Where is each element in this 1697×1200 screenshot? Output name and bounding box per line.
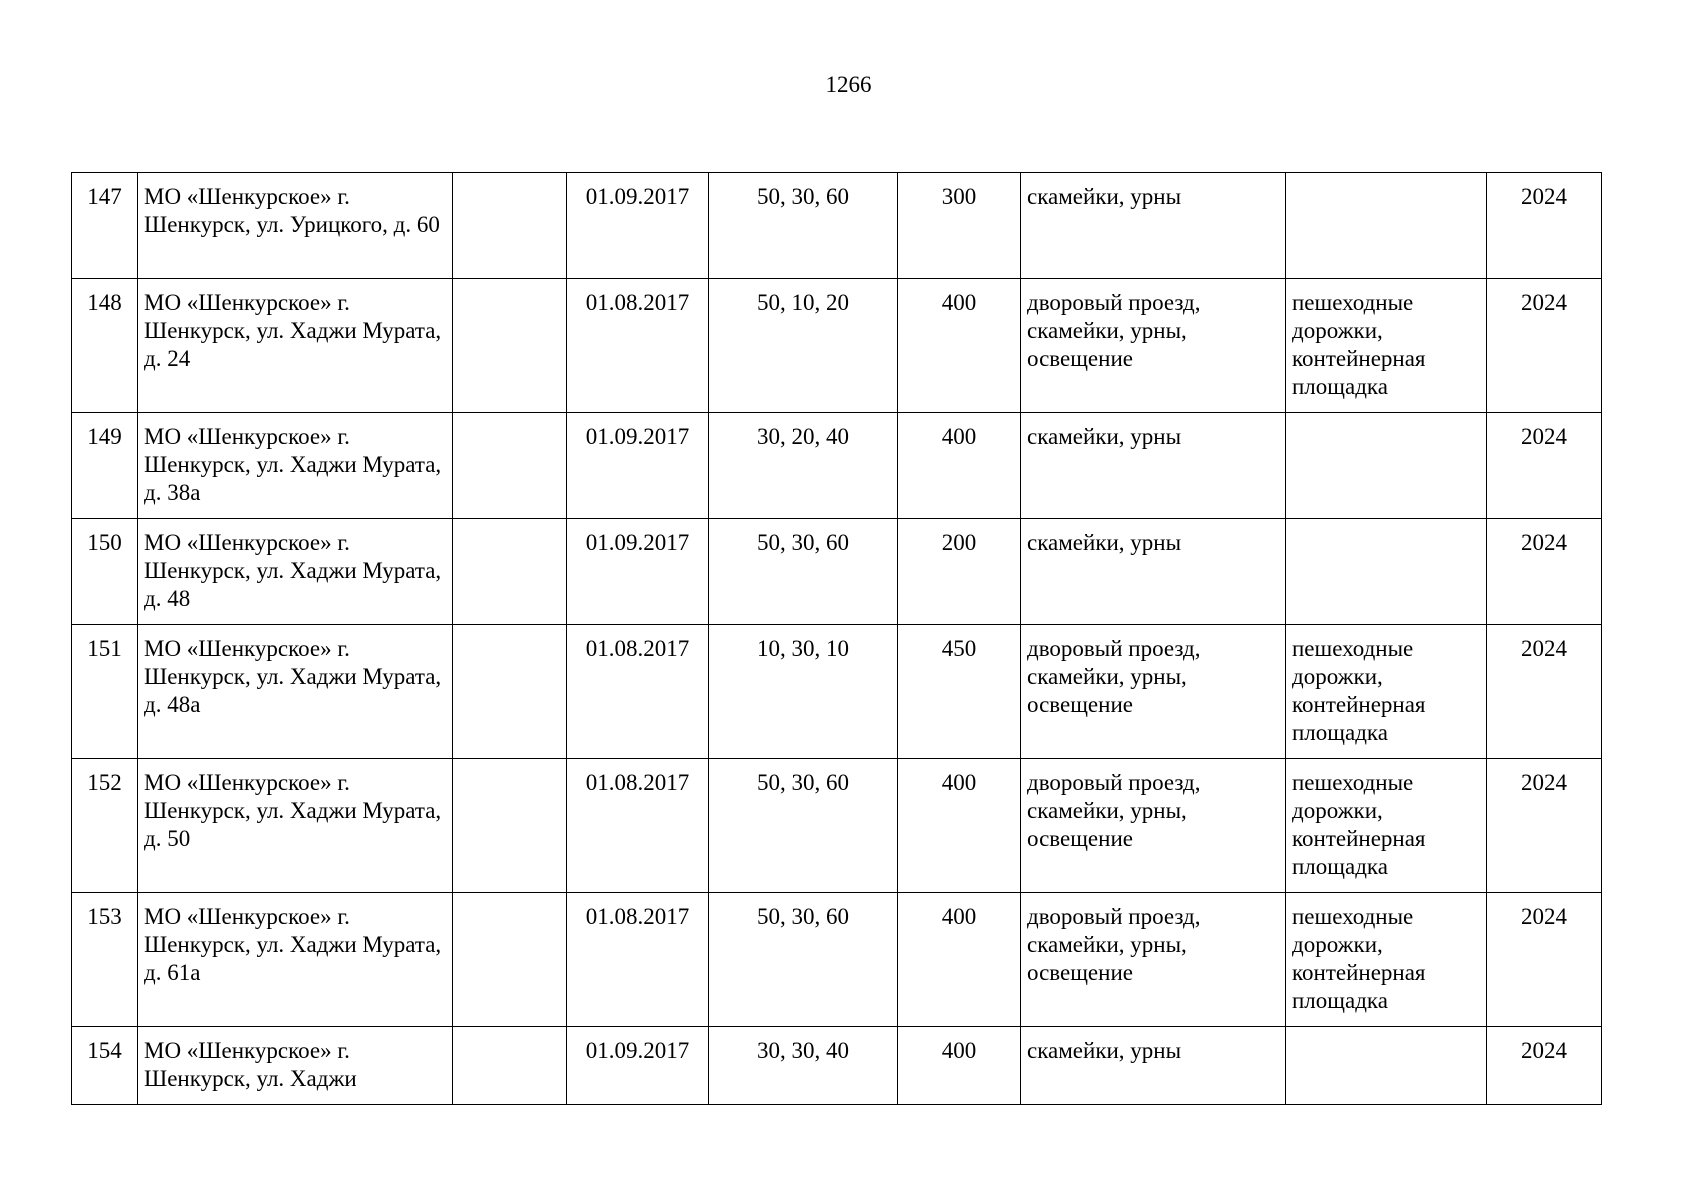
- area-cell: 400: [898, 1027, 1021, 1105]
- address-cell: МО «Шенкурское» г. Шенкурск, ул. Хаджи Мурата, д. 24: [138, 279, 453, 413]
- dimensions-cell: 50, 10, 20: [709, 279, 898, 413]
- date-cell: 01.09.2017: [567, 413, 709, 519]
- minimal-works-cell: скамейки, урны: [1021, 413, 1286, 519]
- dimensions-cell: 50, 30, 60: [709, 173, 898, 279]
- additional-works-cell: пешеходные дорожки, контейнерная площадка: [1286, 279, 1487, 413]
- year-cell: 2024: [1487, 413, 1602, 519]
- area-cell: 300: [898, 173, 1021, 279]
- dimensions-cell: 50, 30, 60: [709, 519, 898, 625]
- additional-works-cell: пешеходные дорожки, контейнерная площадка: [1286, 625, 1487, 759]
- row-number-cell: 148: [72, 279, 138, 413]
- area-cell: 400: [898, 279, 1021, 413]
- minimal-works-cell: дворовый проезд, скамейки, урны, освещение: [1021, 759, 1286, 893]
- additional-works-cell: [1286, 1027, 1487, 1105]
- area-cell: 400: [898, 413, 1021, 519]
- dimensions-cell: 50, 30, 60: [709, 759, 898, 893]
- address-cell: МО «Шенкурское» г. Шенкурск, ул. Хаджи Мурата, д. 38а: [138, 413, 453, 519]
- minimal-works-cell: дворовый проезд, скамейки, урны, освещение: [1021, 625, 1286, 759]
- area-cell: 200: [898, 519, 1021, 625]
- minimal-works-cell: скамейки, урны: [1021, 173, 1286, 279]
- dimensions-cell: 30, 30, 40: [709, 1027, 898, 1105]
- address-cell: МО «Шенкурское» г. Шенкурск, ул. Хаджи: [138, 1027, 453, 1105]
- table-row: [72, 279, 1602, 413]
- year-cell: 2024: [1487, 759, 1602, 893]
- blank-cell: [453, 893, 567, 1027]
- table-row: [72, 893, 1602, 1027]
- blank-cell: [453, 759, 567, 893]
- date-cell: 01.09.2017: [567, 519, 709, 625]
- year-cell: 2024: [1487, 893, 1602, 1027]
- year-cell: 2024: [1487, 1027, 1602, 1105]
- minimal-works-cell: скамейки, урны: [1021, 519, 1286, 625]
- dimensions-cell: 30, 20, 40: [709, 413, 898, 519]
- year-cell: 2024: [1487, 279, 1602, 413]
- address-cell: МО «Шенкурское» г. Шенкурск, ул. Урицкого, д. 60: [138, 173, 453, 279]
- date-cell: 01.08.2017: [567, 893, 709, 1027]
- date-cell: 01.08.2017: [567, 759, 709, 893]
- date-cell: 01.08.2017: [567, 625, 709, 759]
- date-cell: 01.09.2017: [567, 173, 709, 279]
- area-cell: 450: [898, 625, 1021, 759]
- blank-cell: [453, 413, 567, 519]
- blank-cell: [453, 625, 567, 759]
- year-cell: 2024: [1487, 519, 1602, 625]
- page-number: 1266: [825, 72, 872, 97]
- dimensions-cell: 50, 30, 60: [709, 893, 898, 1027]
- additional-works-cell: [1286, 413, 1487, 519]
- address-cell: МО «Шенкурское» г. Шенкурск, ул. Хаджи Мурата, д. 48а: [138, 625, 453, 759]
- table-row: [72, 625, 1602, 759]
- address-cell: МО «Шенкурское» г. Шенкурск, ул. Хаджи Мурата, д. 61а: [138, 893, 453, 1027]
- year-cell: 2024: [1487, 173, 1602, 279]
- area-cell: 400: [898, 759, 1021, 893]
- row-number-cell: 153: [72, 893, 138, 1027]
- table-row: [72, 413, 1602, 519]
- address-cell: МО «Шенкурское» г. Шенкурск, ул. Хаджи Мурата, д. 50: [138, 759, 453, 893]
- dimensions-cell: 10, 30, 10: [709, 625, 898, 759]
- table-row: [72, 519, 1602, 625]
- additional-works-cell: [1286, 519, 1487, 625]
- blank-cell: [453, 1027, 567, 1105]
- table-row: [72, 173, 1602, 279]
- minimal-works-cell: скамейки, урны: [1021, 1027, 1286, 1105]
- minimal-works-cell: дворовый проезд, скамейки, урны, освещение: [1021, 893, 1286, 1027]
- row-number-cell: 150: [72, 519, 138, 625]
- row-number-cell: 154: [72, 1027, 138, 1105]
- row-number-cell: 147: [72, 173, 138, 279]
- date-cell: 01.09.2017: [567, 1027, 709, 1105]
- minimal-works-cell: дворовый проезд, скамейки, урны, освещение: [1021, 279, 1286, 413]
- additional-works-cell: пешеходные дорожки, контейнерная площадка: [1286, 759, 1487, 893]
- row-number-cell: 152: [72, 759, 138, 893]
- row-number-cell: 149: [72, 413, 138, 519]
- row-number-cell: 151: [72, 625, 138, 759]
- area-cell: 400: [898, 893, 1021, 1027]
- year-cell: 2024: [1487, 625, 1602, 759]
- blank-cell: [453, 279, 567, 413]
- additional-works-cell: [1286, 173, 1487, 279]
- blank-cell: [453, 519, 567, 625]
- address-cell: МО «Шенкурское» г. Шенкурск, ул. Хаджи Мурата, д. 48: [138, 519, 453, 625]
- table-row: [72, 759, 1602, 893]
- register-table: [71, 172, 1602, 1105]
- blank-cell: [453, 173, 567, 279]
- table-row: [72, 1027, 1602, 1105]
- date-cell: 01.08.2017: [567, 279, 709, 413]
- additional-works-cell: пешеходные дорожки, контейнерная площадка: [1286, 893, 1487, 1027]
